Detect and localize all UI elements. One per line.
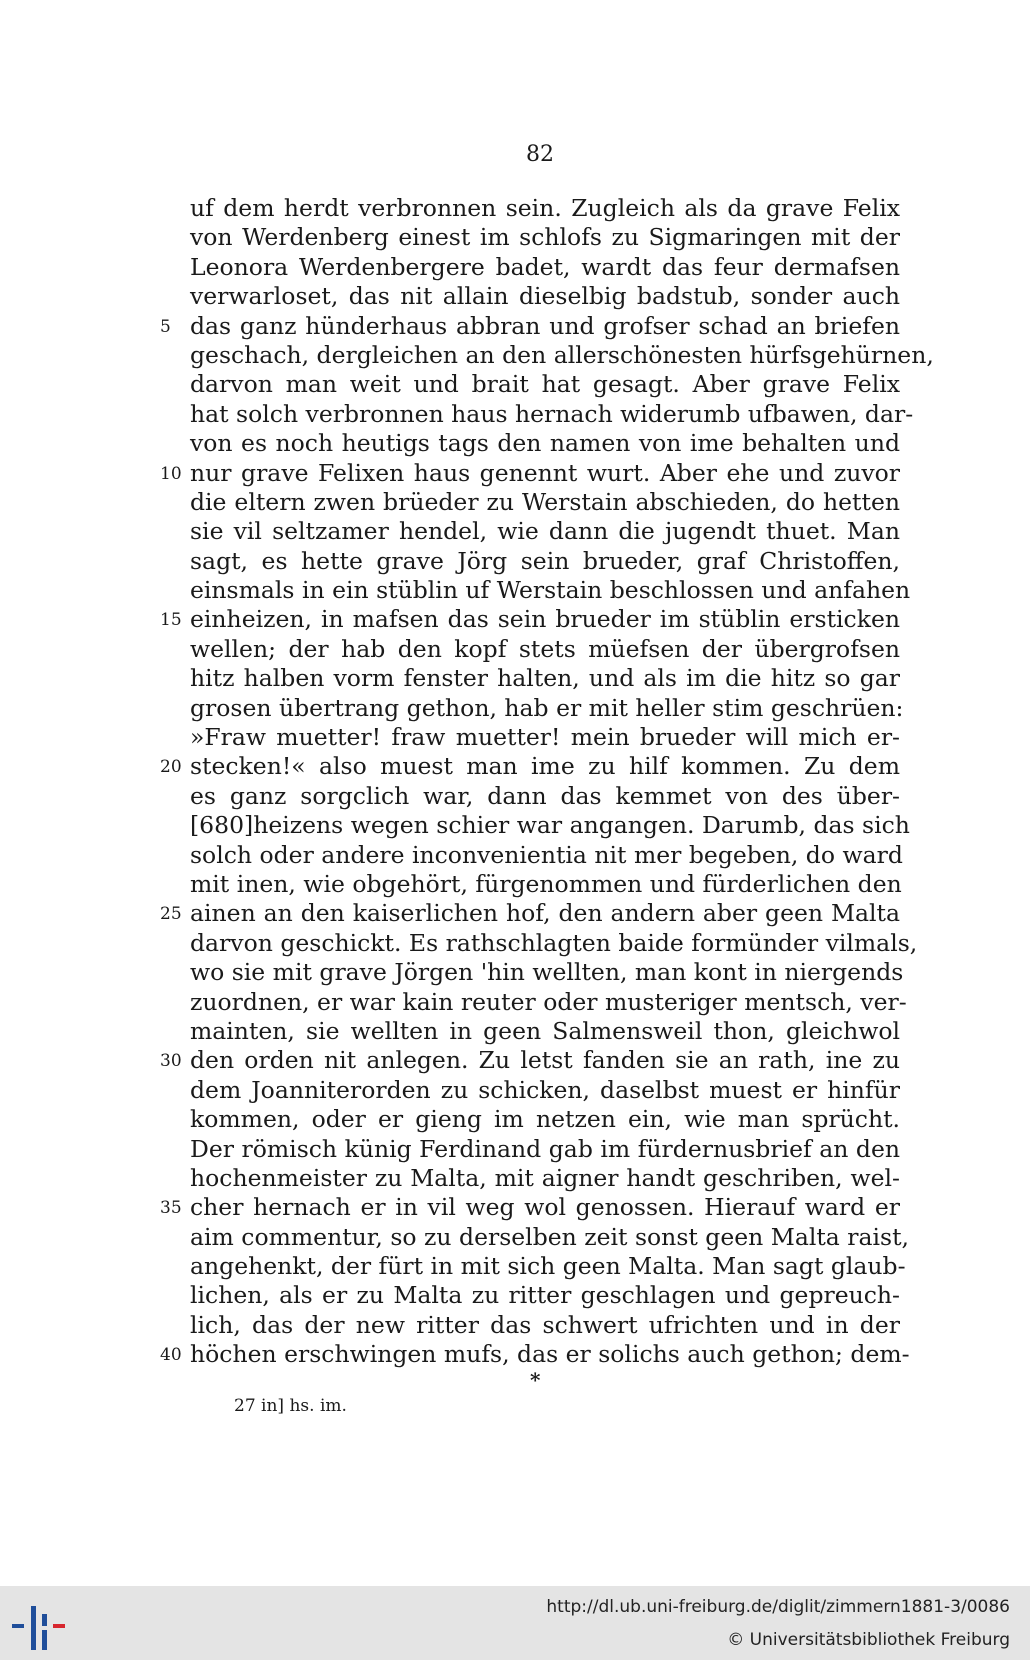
text-line — [190, 811, 910, 840]
text-line — [190, 958, 904, 987]
line-text: cher hernach er in vil weg wol genossen. Hierauf ward er — [190, 1193, 900, 1222]
line-text: Der römisch künig Ferdinand gab im fürdernusbrief an den — [190, 1134, 900, 1163]
text-line — [190, 723, 900, 752]
text-line — [190, 194, 900, 223]
line-text: darvon geschickt. Es rathschlagten baide formünder vilmals, — [190, 928, 918, 957]
text-line — [160, 752, 900, 781]
text-line — [190, 399, 914, 429]
line-text: stecken!« also muest man ime zu hilf kommen. Zu dem — [190, 752, 900, 781]
line-text: die eltern zwen brüeder zu Werstain abschieden, do hetten — [190, 487, 900, 516]
line-text: uf dem herdt verbronnen sein. Zugleich als da grave Felix — [190, 194, 900, 222]
line-text: solch oder andere inconvenientia nit mer begeben, do ward — [190, 840, 903, 869]
text-line — [190, 635, 900, 664]
ub-freiburg-logo-icon[interactable] — [12, 1596, 72, 1652]
text-line — [190, 1222, 909, 1252]
line-text: mit inen, wie obgehört, fürgenommen und fürderlichen den — [190, 869, 902, 898]
text-line — [160, 1340, 910, 1369]
text-line — [190, 987, 907, 1017]
text-line — [190, 840, 903, 870]
text-line — [190, 340, 934, 370]
text-line — [190, 928, 918, 958]
line-text: kommen, oder er gieng im netzen ein, wie man sprücht. — [190, 1105, 900, 1134]
line-text: zuordnen, er war kain reuter oder musteriger mentsch, ver- — [190, 987, 907, 1016]
text-line — [190, 693, 904, 723]
text-line — [190, 664, 900, 693]
line-text: hitz halben vorm fenster halten, und als im die hitz so gar — [190, 664, 900, 693]
text-line — [160, 311, 900, 341]
text-line — [160, 605, 900, 634]
line-text: [680]heizens wegen schier war angangen. Darumb, das sich — [190, 811, 910, 840]
text-line — [190, 517, 900, 546]
line-text: wo sie mit grave Jörgen 'hin wellten, man kont in niergends — [190, 958, 904, 987]
line-number: 5 — [160, 316, 171, 337]
line-text: von es noch heutigs tags den namen von ime behalten und — [190, 429, 900, 458]
line-text: einsmals in ein stüblin uf Werstain beschlossen und anfahen — [190, 576, 911, 605]
line-number: 10 — [160, 463, 182, 484]
line-text: das ganz hünderhaus abbran und grofser schad an briefen — [190, 311, 900, 340]
text-line — [190, 1076, 900, 1105]
line-text: dem Joanniterorden zu schicken, daselbst muest er hinfür — [190, 1075, 900, 1104]
line-text: von Werdenberg einest im schlofs zu Sigmaringen mit der — [190, 223, 900, 252]
footer-copyright: © Universitätsbibliothek Freiburg — [727, 1630, 1010, 1650]
text-line — [160, 458, 900, 488]
line-text: verwarloset, das nit allain dieselbig badstub, sonder auch — [190, 282, 900, 311]
line-text: lich, das der new ritter das schwert ufrichten und in der — [190, 1310, 900, 1339]
line-text: den orden nit anlegen. Zu letst fanden sie an rath, ine zu — [190, 1046, 900, 1075]
footnote: 27 in] hs. im. — [234, 1396, 347, 1416]
text-line — [160, 1046, 900, 1075]
text-line — [190, 282, 900, 311]
line-text: mainten, sie wellten in geen Salmensweil thon, gleichwol — [190, 1016, 900, 1045]
line-number: 15 — [160, 610, 182, 631]
line-text: wellen; der hab den kopf stets müefsen der übergrofsen — [190, 634, 900, 663]
footer-bar — [0, 1586, 1030, 1660]
page-number: 82 — [526, 142, 554, 167]
line-text: geschach, dergleichen an den allerschönesten hürfsgehürnen, — [190, 340, 934, 369]
line-text: Leonora Werdenbergere badet, wardt das feur dermafsen — [190, 252, 900, 281]
text-line — [190, 1017, 900, 1046]
text-line — [190, 782, 900, 811]
line-text: sagt, es hette grave Jörg sein brueder, graf Christoffen, — [190, 546, 900, 575]
line-text: hochenmeister zu Malta, mit aigner handt geschriben, wel- — [190, 1163, 900, 1192]
line-text: nur grave Felixen haus genennt wurt. Aber ehe und zuvor — [190, 458, 900, 487]
text-line — [190, 1252, 906, 1281]
line-text: lichen, als er zu Malta zu ritter geschlagen und gepreuch- — [190, 1281, 900, 1310]
line-number: 30 — [160, 1051, 182, 1072]
line-text: angehenkt, der fürt in mit sich geen Malta. Man sagt glaub- — [190, 1252, 906, 1281]
line-text: »Fraw muetter! fraw muetter! mein brueder will mich er- — [190, 723, 900, 752]
text-line — [190, 223, 900, 252]
line-text: es ganz sorgclich war, dann das kemmet von des über- — [190, 781, 900, 810]
line-text: darvon man weit und brait hat gesagt. Aber grave Felix — [190, 370, 900, 399]
text-line — [190, 547, 900, 576]
line-text: einheizen, in mafsen das sein brueder im stüblin ersticken — [190, 605, 900, 634]
line-text: höchen erschwingen mufs, das er solichs auch gethon; dem- — [190, 1340, 910, 1369]
line-text: grosen übertrang gethon, hab er mit heller stim geschrüen: — [190, 693, 904, 722]
main-text — [160, 194, 934, 1370]
footer-url-link[interactable]: http://dl.ub.uni-freiburg.de/diglit/zimmern1881-3/0086 — [546, 1597, 1010, 1617]
line-text: sie vil seltzamer hendel, wie dann die jugendt thuet. Man — [190, 517, 900, 546]
line-number: 20 — [160, 757, 182, 778]
text-line — [190, 370, 900, 399]
text-line — [190, 429, 900, 458]
line-number: 40 — [160, 1345, 182, 1366]
line-text: aim commentur, so zu derselben zeit sonst geen Malta raist, — [190, 1222, 909, 1251]
text-line — [190, 870, 900, 899]
text-line — [160, 1193, 900, 1222]
line-text: ainen an den kaiserlichen hof, den andern aber geen Malta — [190, 899, 900, 928]
line-text: hat solch verbronnen haus hernach widerumb ufbawen, dar- — [190, 399, 914, 428]
text-line — [190, 1135, 900, 1164]
text-line — [190, 253, 900, 282]
text-line — [190, 1105, 900, 1134]
text-line — [190, 1311, 900, 1340]
text-line — [190, 1281, 900, 1310]
asterisk-mark: * — [530, 1368, 541, 1392]
text-line — [190, 488, 900, 517]
text-line — [190, 576, 911, 605]
line-number: 35 — [160, 1198, 182, 1219]
line-number: 25 — [160, 904, 182, 925]
text-line — [160, 899, 900, 928]
text-line — [190, 1164, 900, 1193]
